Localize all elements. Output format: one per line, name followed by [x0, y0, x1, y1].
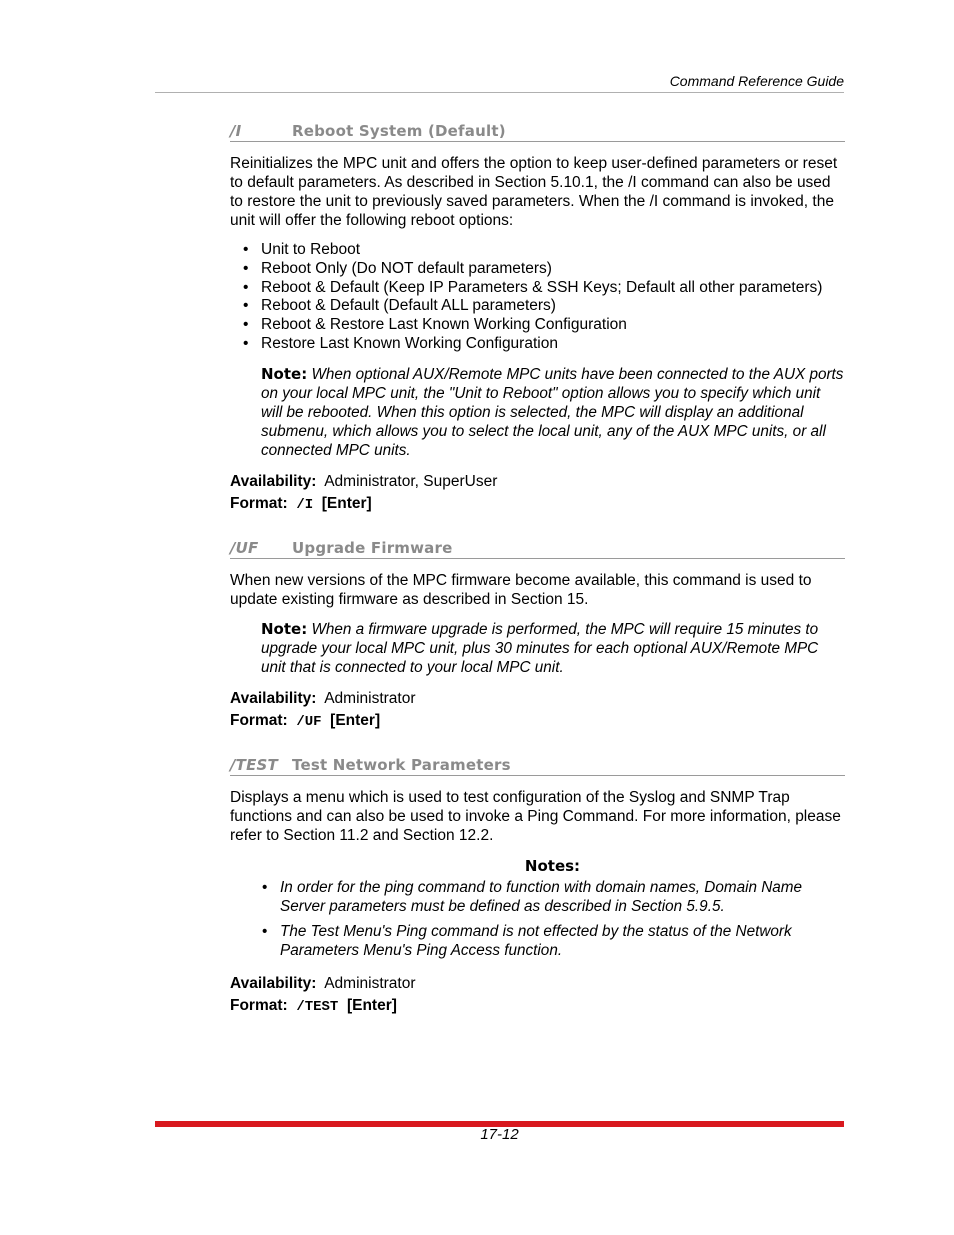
format-command: /TEST	[296, 998, 339, 1015]
availability-value: Administrator	[324, 974, 416, 992]
section-heading-upgrade	[230, 539, 845, 559]
note-block	[261, 620, 845, 677]
section-description: Reinitializes the MPC unit and offers the option to keep user-defined parameters or reset to default parameters. As described in Section 5.10.1, the /I command can also be used to restore the unit to previously saved parameters. When the /I command is invoked, the unit will offer the following reboot options:	[230, 155, 838, 229]
format-key: [Enter]	[330, 711, 381, 729]
format-key: [Enter]	[321, 494, 372, 512]
availability-label: Availability:	[230, 472, 317, 490]
format-line	[230, 996, 845, 1017]
format-key: [Enter]	[346, 996, 397, 1014]
section-title: Upgrade Firmware	[292, 538, 453, 557]
list-item: • In order for the ping command to function with domain names, Domain Name Server parameters must be defined as described in Section 5.9.5.	[262, 878, 845, 916]
list-item: • Reboot & Default (Keep IP Parameters & SSH Keys; Default all other parameters)	[243, 279, 845, 298]
list-item: • Unit to Reboot	[243, 241, 845, 260]
list-item: • Reboot & Restore Last Known Working Configuration	[243, 316, 845, 335]
availability-label: Availability:	[230, 974, 317, 992]
list-item: • Restore Last Known Working Configuration	[243, 335, 845, 354]
format-label: Format:	[230, 494, 288, 512]
section-heading-test	[230, 756, 845, 776]
list-item: • Reboot Only (Do NOT default parameters)	[243, 260, 845, 279]
format-label: Format:	[230, 711, 288, 729]
note-block	[261, 365, 845, 460]
note-text: When optional AUX/Remote MPC units have been connected to the AUX ports on your local MPC unit, the "Unit to Reboot" option allows you to specify which unit will be rebooted. When this option is selected, the MPC will display an additional submenu, which allows you to select the local unit, any of the AUX MPC units, or all connected MPC units.	[261, 365, 844, 459]
section-title: Reboot System (Default)	[292, 122, 506, 140]
running-header: Command Reference Guide	[155, 73, 844, 93]
section-description: Displays a menu which is used to test configuration of the Syslog and SNMP Trap functions and can also be used to invoke a Ping Command. For more information, please refer to Section 11.2 and Section 12.2.	[230, 788, 841, 844]
page-content	[230, 122, 845, 1017]
page-number: 17-12	[480, 1126, 519, 1143]
availability-value: Administrator	[324, 689, 416, 707]
section-heading-reboot	[230, 122, 845, 142]
format-line	[230, 711, 845, 732]
format-line	[230, 494, 845, 515]
format-label: Format:	[230, 996, 288, 1014]
section-title: Test Network Parameters	[292, 755, 511, 774]
section-command: /I	[230, 122, 242, 140]
list-item: • Reboot & Default (Default ALL parameters)	[243, 297, 845, 316]
note-text: When a firmware upgrade is performed, the MPC will require 15 minutes to upgrade your local MPC unit, plus 30 minutes for each optional AUX/Remote MPC unit that is connected to your local MPC unit.	[261, 620, 819, 676]
note-label: Note:	[261, 364, 308, 383]
reboot-options-list	[230, 241, 845, 354]
availability-label: Availability:	[230, 689, 317, 707]
section-command: /UF	[230, 538, 259, 557]
availability-value: Administrator, SuperUser	[324, 472, 498, 490]
list-item: • The Test Menu's Ping command is not effected by the status of the Network Parameters Menu's Ping Access function.	[262, 922, 845, 960]
note-label: Note:	[261, 619, 308, 638]
format-command: /I	[296, 496, 314, 513]
format-command: /UF	[296, 713, 322, 730]
availability-line	[230, 689, 845, 708]
notes-list	[230, 878, 845, 960]
section-command: /TEST	[230, 755, 278, 774]
availability-line	[230, 472, 845, 491]
notes-label: Notes:	[524, 856, 581, 875]
section-description: When new versions of the MPC firmware become available, this command is used to update existing firmware as described in Section 15.	[230, 571, 812, 608]
availability-line	[230, 974, 845, 993]
